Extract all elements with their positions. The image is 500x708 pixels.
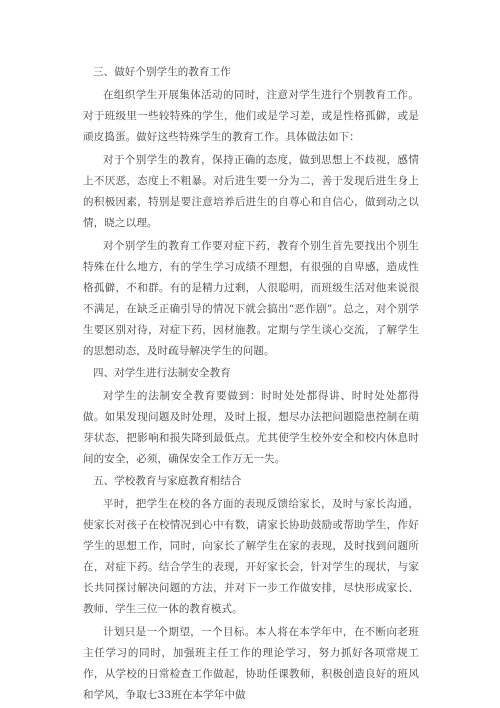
paragraph-individual-targeted: 对个别学生的教育工作要对症下药，教育个别生首先要找出个别生特殊在什么地方，有的学生学习成绩不理想，有很强的自卑感，造成性格孤僻，不和群。有的是精力过剩，人很聪明，而班级生活对他来说很不满足，在缺乏正确引导的情况下就会搞出“恶作剧”。总之，对个别学生要区别对待，对症下药，因材施教。定期与学生谈心交流，了解学生的思想动态，及时疏导解决学生的问题。 [83, 240, 419, 357]
section-heading-legal-safety: 四、对学生进行法制安全教育 [93, 367, 231, 379]
section-heading-individual-education: 三、做好个别学生的教育工作 [93, 66, 231, 78]
paragraph-legal-safety: 对学生的法制安全教育要做到：时时处处都得讲、时时处处都得做。如果发现问题及时处理，及时上报，想尽办法把问题隐患控制在萌芽状态，把影响和损失降到最低点。尤其使学生校外安全和校内休息时间的安全，必须，确保安全工作万无一失。 [83, 390, 419, 465]
paragraph-plan-conclusion: 计划只是一个期望，一个目标。本人将在本学年中，在不断向老班主任学习的同时，加强班主任工作的理论学习，努力抓好各项常规工作，从学校的日常检查工作做起，协助任课教师，积极创造良好的班风和学风，争取七33班在本学年中做 [83, 626, 419, 701]
paragraph-school-family: 平时，把学生在校的各方面的表现反馈给家长，及时与家长沟通，使家长对孩子在校情况到心中有数，请家长协助鼓励或帮助学生，作好学生的思想工作，同时，向家长了解学生在家的表现，及时找到问题所在，对症下药。结合学生的表现，开好家长会，针对学生的现状，与家长共同探讨解决问题的方法，并对下一步工作做安排，尽快形成家长、教师、学生三位一体的教育模式。 [83, 498, 419, 615]
section-heading-school-family: 五、学校教育与家庭教育相结合 [93, 475, 242, 487]
document-body [83, 63, 419, 708]
paragraph-individual-intro: 在组织学生开展集体活动的同时，注意对学生进行个别教育工作。对于班级里一些较特殊的学生，他们或是学习差，或是性格孤僻，或是顽皮捣蛋。做好这些特殊学生的教育工作。具体做法如下： [83, 89, 419, 143]
paragraph-individual-attitude: 对于个别学生的教育，保持正确的态度，做到思想上不歧视，感情上不厌恶，态度上不粗暴。对后进生要一分为二，善于发现后进生身上的积极因素，特别是要注意培养后进生的自尊心和自信心，做到动之以情，晓之以理。 [83, 154, 419, 229]
